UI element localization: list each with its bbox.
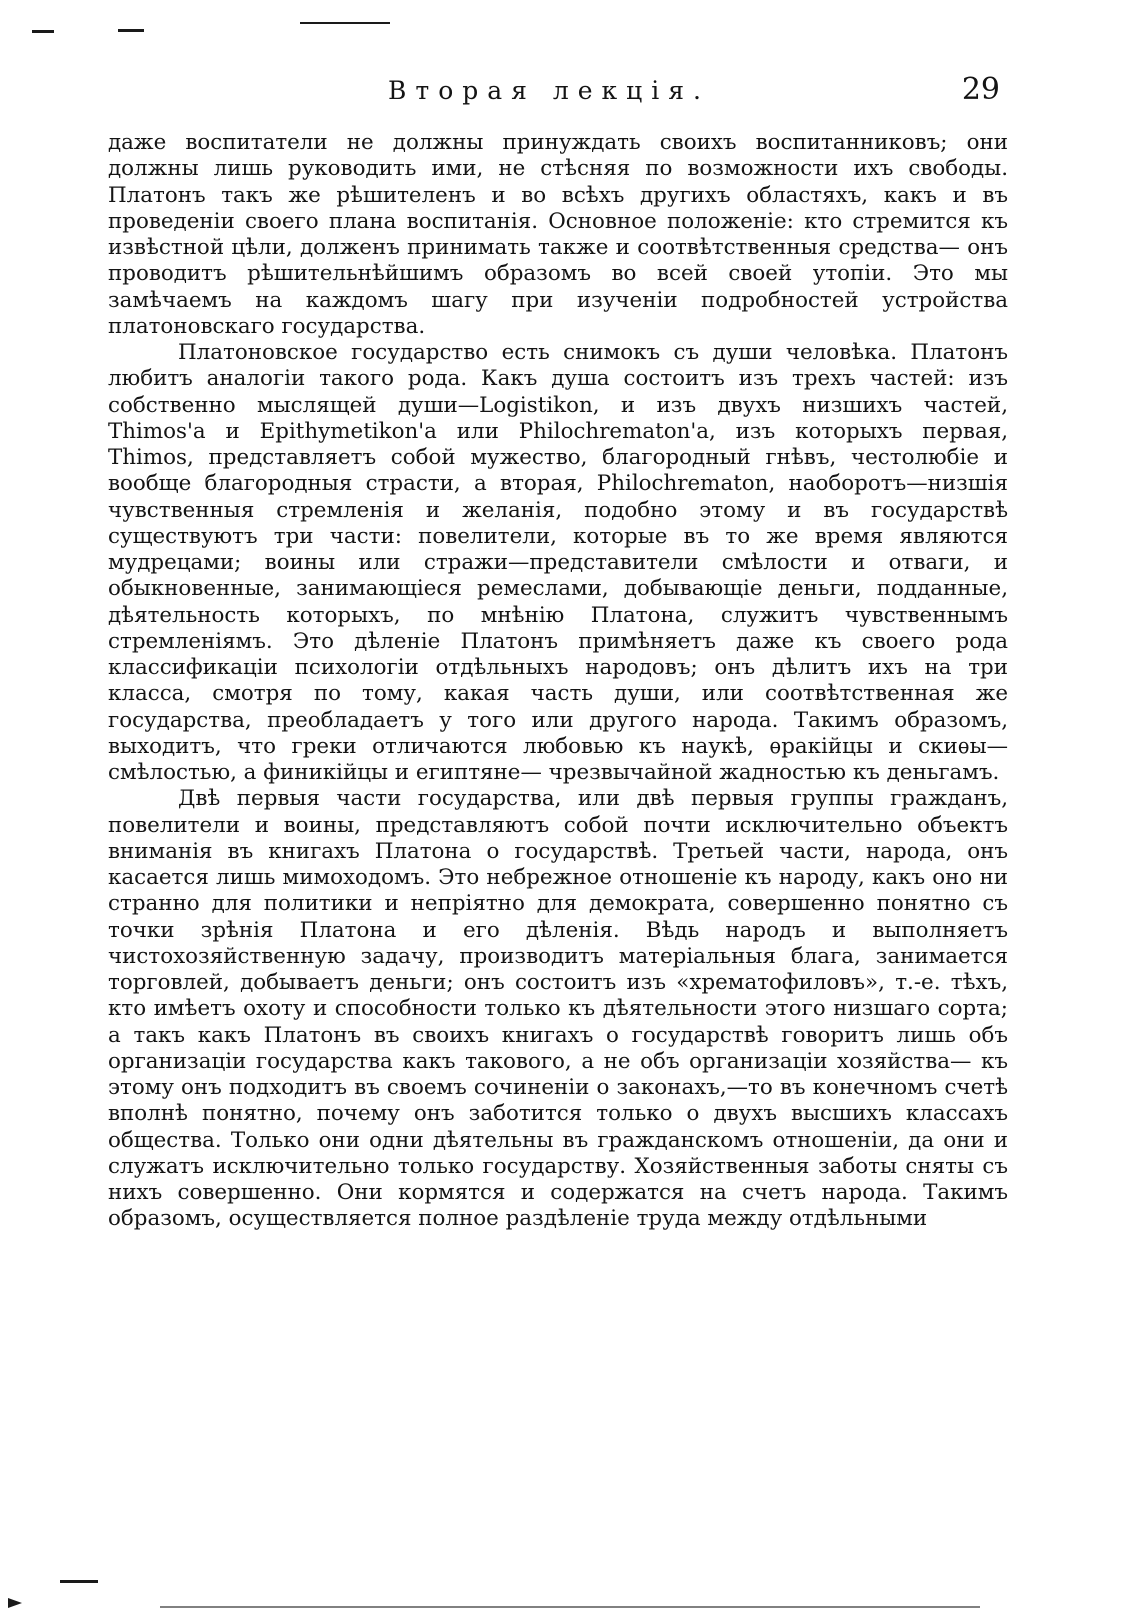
paragraph-1: даже воспитатели не должны принуждать своихъ воспитанниковъ; они должны лишь руководить ими, не стѣсняя по возможности ихъ свободы. Платонъ такъ же рѣшителенъ и во всѣхъ другихъ областяхъ, какъ и въ проведеніи своего плана воспитанія. Основное положеніе: кто стремится къ извѣстной цѣли, долженъ принимать также и соотвѣтственныя средства— онъ проводитъ рѣшительнѣйшимъ образомъ во всей своей утопіи. Это мы замѣчаемъ на каждомъ шагу при изученіи подробностей устройства платоновскаго государства. — [108, 130, 1008, 339]
scan-mark-bottom-left — [60, 1580, 98, 1583]
scan-mark-top-left-1 — [32, 30, 54, 33]
scan-mark-top-left-2 — [118, 29, 144, 32]
body-text — [108, 130, 1008, 1233]
paragraph-3: Двѣ первыя части государства, или двѣ первыя группы гражданъ, повелители и воины, представляютъ собой почти исключительно объектъ вниманія въ книгахъ Платона о государствѣ. Третьей части, народа, онъ касается лишь мимоходомъ. Это небрежное отношеніе къ народу, какъ оно ни странно для политики и непріятно для демократа, совершенно понятно съ точки зрѣнія Платона и его дѣленія. Вѣдь народъ и выполняетъ чистохозяйственную задачу, производитъ матеріальныя блага, занимается торговлей, добываетъ деньги; онъ состоитъ изъ «хрематофиловъ», т.-е. тѣхъ, кто имѣетъ охоту и способности только къ дѣятельности этого низшаго сорта; а такъ какъ Платонъ въ своихъ книгахъ о государствѣ говоритъ лишь объ организаціи государства какъ такового, а не объ организаціи хозяйства— къ этому онъ подходитъ въ своемъ сочиненіи о законахъ,—то въ конечномъ счетѣ вполнѣ понятно, почему онъ заботится только о двухъ высшихъ классахъ общества. Только они одни дѣятельны въ гражданскомъ отношеніи, да они и служатъ исключительно только государству. Хозяйственныя заботы сняты съ нихъ совершенно. Они кормятся и содержатся на счетъ народа. Такимъ образомъ, осуществляется полное раздѣленіе труда между отдѣльными — [108, 786, 1008, 1232]
page-number: 29 — [961, 72, 1000, 107]
scan-mark-top-rule — [300, 22, 390, 24]
paragraph-2: Платоновское государство есть снимокъ съ души человѣка. Платонъ любитъ аналогіи такого рода. Какъ душа состоитъ изъ трехъ частей: изъ собственно мыслящей души—Logistikon, и изъ двухъ низшихъ частей, Thimos'a и Epithymetikon'a или Philochrematon'a, изъ которыхъ первая, Thimos, представляетъ собой мужество, благородный гнѣвъ, честолюбіе и вообще благородныя страсти, а вторая, Philochrematon, наоборотъ—низшія чувственныя стремленія и желанія, подобно этому и въ государствѣ существуютъ три части: повелители, которые въ то же время являются мудрецами; воины или стражи—представители смѣлости и отваги, и обыкновенные, занимающіеся ремеслами, добывающіе деньги, подданные, дѣятельность которыхъ, по мнѣнію Платона, служитъ чувственнымъ стремленіямъ. Это дѣленіе Платонъ примѣняетъ даже къ своего рода классификаціи психологіи отдѣльныхъ народовъ; онъ дѣлитъ ихъ на три класса, смотря по тому, какая часть души, или соотвѣтственная же государства, преобладаетъ у того или другого народа. Такимъ образомъ, выходитъ, что греки отличаются любовью къ наукѣ, ѳракійцы и скиѳы—смѣлостью, а финикійцы и египтяне— чрезвычайной жадностью къ деньгамъ. — [108, 340, 1008, 785]
page-header — [108, 72, 1008, 112]
running-title: Вторая лекція. — [388, 76, 710, 105]
scan-mark-bottom-rule — [160, 1606, 980, 1608]
scan-mark-bottom-arrow — [8, 1598, 22, 1608]
